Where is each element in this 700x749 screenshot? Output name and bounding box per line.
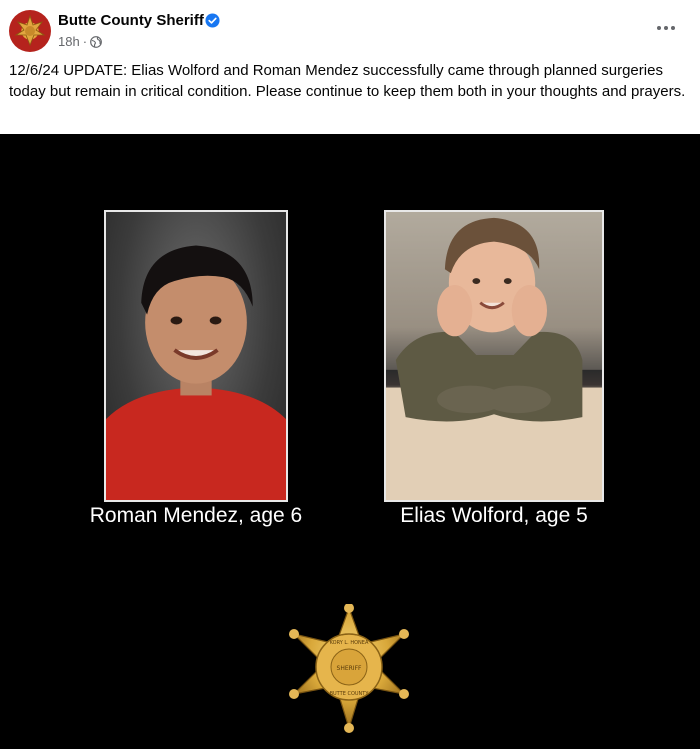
page-avatar[interactable]	[9, 10, 51, 52]
sheriff-badge-icon	[284, 604, 414, 734]
globe-icon	[90, 36, 102, 48]
elias-wolford-photo	[384, 210, 604, 502]
more-options-button[interactable]	[654, 16, 678, 40]
more-dots-icon	[656, 25, 676, 31]
post-meta	[58, 34, 102, 49]
left-caption: Roman Mendez, age 6	[89, 504, 303, 527]
child-portrait-left	[106, 212, 286, 500]
sheriff-star-icon	[12, 13, 48, 49]
meta-separator: ·	[82, 34, 88, 49]
badge-word: SHERIFF	[336, 665, 362, 672]
post-text: 12/6/24 UPDATE: Elias Wolford and Roman Mendez successfully came through planned surgeries today but remain in critical condition. Please continue to keep them both in your thoughts and prayers.	[9, 62, 686, 100]
verified-badge-icon	[205, 13, 220, 28]
roman-mendez-photo	[104, 210, 288, 502]
page-name-link[interactable]: Butte County Sheriff	[58, 12, 204, 29]
post-timestamp[interactable]: 18h	[58, 34, 80, 49]
right-caption: Elias Wolford, age 5	[400, 504, 588, 527]
post-image[interactable]	[0, 134, 700, 749]
post-header	[0, 0, 700, 60]
child-portrait-right	[386, 212, 602, 500]
badge-top-text: KORY L. HONEA	[329, 640, 369, 646]
badge-bottom-text: BUTTE COUNTY	[329, 691, 369, 697]
